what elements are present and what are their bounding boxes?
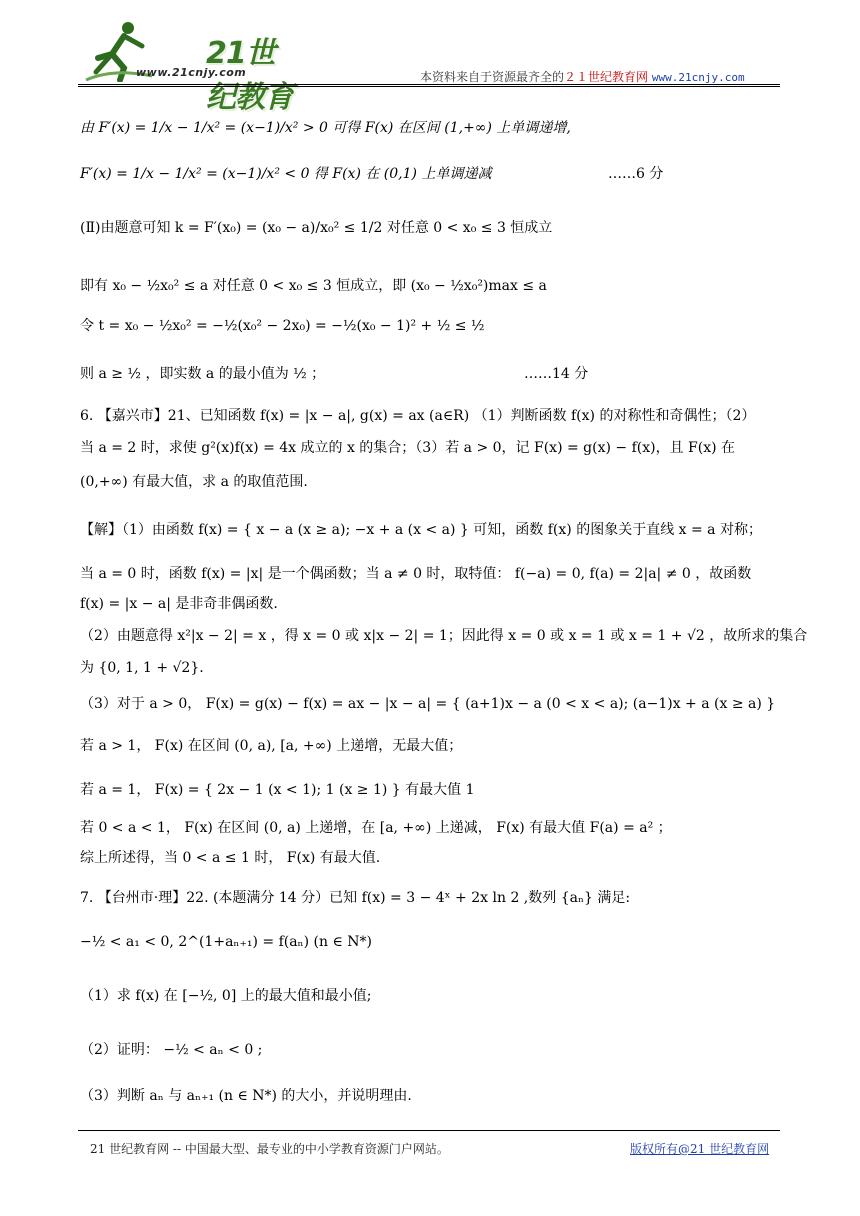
content-line: 若 0 < a < 1， F(x) 在区间 (0, a) 上递增，在 [a, +∞) 上递减， F(x) 有最大值 F(a) = a² ；: [80, 820, 672, 836]
content-line: （2）由题意得 x²|x − 2| = x ，得 x = 0 或 x|x − 2| = 1；因此得 x = 0 或 x = 1 或 x = 1 + √2 ，故所求的集合: [80, 628, 808, 644]
content-line: F′(x) = 1/x − 1/x² = (x−1)/x² < 0 得 F(x) 在 (0,1) 上单调递减 ……6 分: [80, 166, 664, 182]
content-line: （3）判断 aₙ 与 aₙ₊₁ (n ∈ N*) 的大小，并说明理由.: [80, 1088, 412, 1104]
header-divider-2: [78, 86, 780, 87]
problem-7-statement: 7. 【台州市·理】22. (本题满分 14 分）已知 f(x) = 3 − 4ˣ + 2x ln 2 ,数列 {aₙ} 满足:: [80, 890, 631, 906]
problem-6-statement: 6. 【嘉兴市】21、已知函数 f(x) = |x − a|, g(x) = ax (a∈R) （1）判断函数 f(x) 的对称性和奇偶性；（2）: [80, 408, 756, 424]
source-note: [420, 68, 745, 85]
solution-start: 【解】（1）由函数 f(x) = { x − a (x ≥ a); −x + a (x < a) } 可知，函数 f(x) 的图象关于直线 x = a 对称；: [80, 522, 762, 538]
content-line: −½ < a₁ < 0, 2^(1+aₙ₊₁) = f(aₙ) (n ∈ N*): [80, 934, 372, 950]
content-line: 综上所述得，当 0 < a ≤ 1 时， F(x) 有最大值.: [80, 850, 381, 866]
content-line: 若 a > 1， F(x) 在区间 (0, a), [a, +∞) 上递增，无最大值；: [80, 738, 463, 754]
source-url[interactable]: www.21cnjy.com: [651, 71, 745, 84]
content-line: f(x) = |x − a| 是非奇非偶函数.: [80, 596, 278, 612]
header-divider: [78, 84, 780, 85]
logo-text: 21世纪教育: [206, 36, 293, 115]
content-line: 为 {0, 1, 1 + √2}.: [80, 660, 204, 676]
content-line: 则 a ≥ ½ ，即实数 a 的最小值为 ½ ； ……14 分: [80, 366, 589, 382]
footer-divider: [78, 1130, 780, 1131]
score-note: ……14 分: [524, 366, 589, 382]
copyright-link[interactable]: 版权所有@21 世纪教育网: [630, 1142, 770, 1156]
content-line: （1）求 f(x) 在 [−½, 0] 上的最大值和最小值;: [80, 988, 372, 1004]
content-line: (0,+∞) 有最大值，求 a 的取值范围.: [80, 474, 308, 490]
content-line: 令 t = x₀ − ½x₀² = −½(x₀² − 2x₀) = −½(x₀ − 1)² + ½ ≤ ½: [80, 318, 485, 334]
score-note: ……6 分: [608, 166, 664, 182]
logo-url: www.21cnjy.com: [136, 66, 247, 79]
source-site[interactable]: ２１世纪教育网: [564, 70, 649, 84]
content-line: 由 F′(x) = 1/x − 1/x² = (x−1)/x² > 0 可得 F(x) 在区间 (1,+∞) 上单调递增,: [80, 120, 571, 136]
content-line: (Ⅱ)由题意可知 k = F′(x₀) = (x₀ − a)/x₀² ≤ 1/2 对任意 0 < x₀ ≤ 3 恒成立: [80, 220, 553, 236]
content-line: 即有 x₀ − ½x₀² ≤ a 对任意 0 < x₀ ≤ 3 恒成立，即 (x₀ − ½x₀²)max ≤ a: [80, 278, 547, 294]
content-line: （3）对于 a > 0， F(x) = g(x) − f(x) = ax − |x − a| = { (a+1)x − a (0 < x < a); (a−1)x + a (x ≥ a) }: [80, 696, 776, 712]
content-line: （2）证明： −½ < aₙ < 0 ;: [80, 1042, 263, 1058]
content-line: 当 a = 2 时，求使 g²(x)f(x) = 4x 成立的 x 的集合；（3）若 a > 0，记 F(x) = g(x) − f(x)，且 F(x) 在: [80, 440, 736, 456]
footer-tagline: 21 世纪教育网 -- 中国最大型、最专业的中小学教育资源门户网站。: [90, 1142, 449, 1156]
site-logo[interactable]: [84, 20, 294, 115]
source-prefix: 本资料来自于资源最齐全的: [420, 70, 565, 84]
content-line: 当 a = 0 时，函数 f(x) = |x| 是一个偶函数；当 a ≠ 0 时，取特值： f(−a) = 0, f(a) = 2|a| ≠ 0 ，故函数: [80, 566, 752, 582]
page-header: [0, 0, 860, 115]
content-line: 若 a = 1， F(x) = { 2x − 1 (x < 1); 1 (x ≥ 1) } 有最大值 1: [80, 782, 475, 798]
